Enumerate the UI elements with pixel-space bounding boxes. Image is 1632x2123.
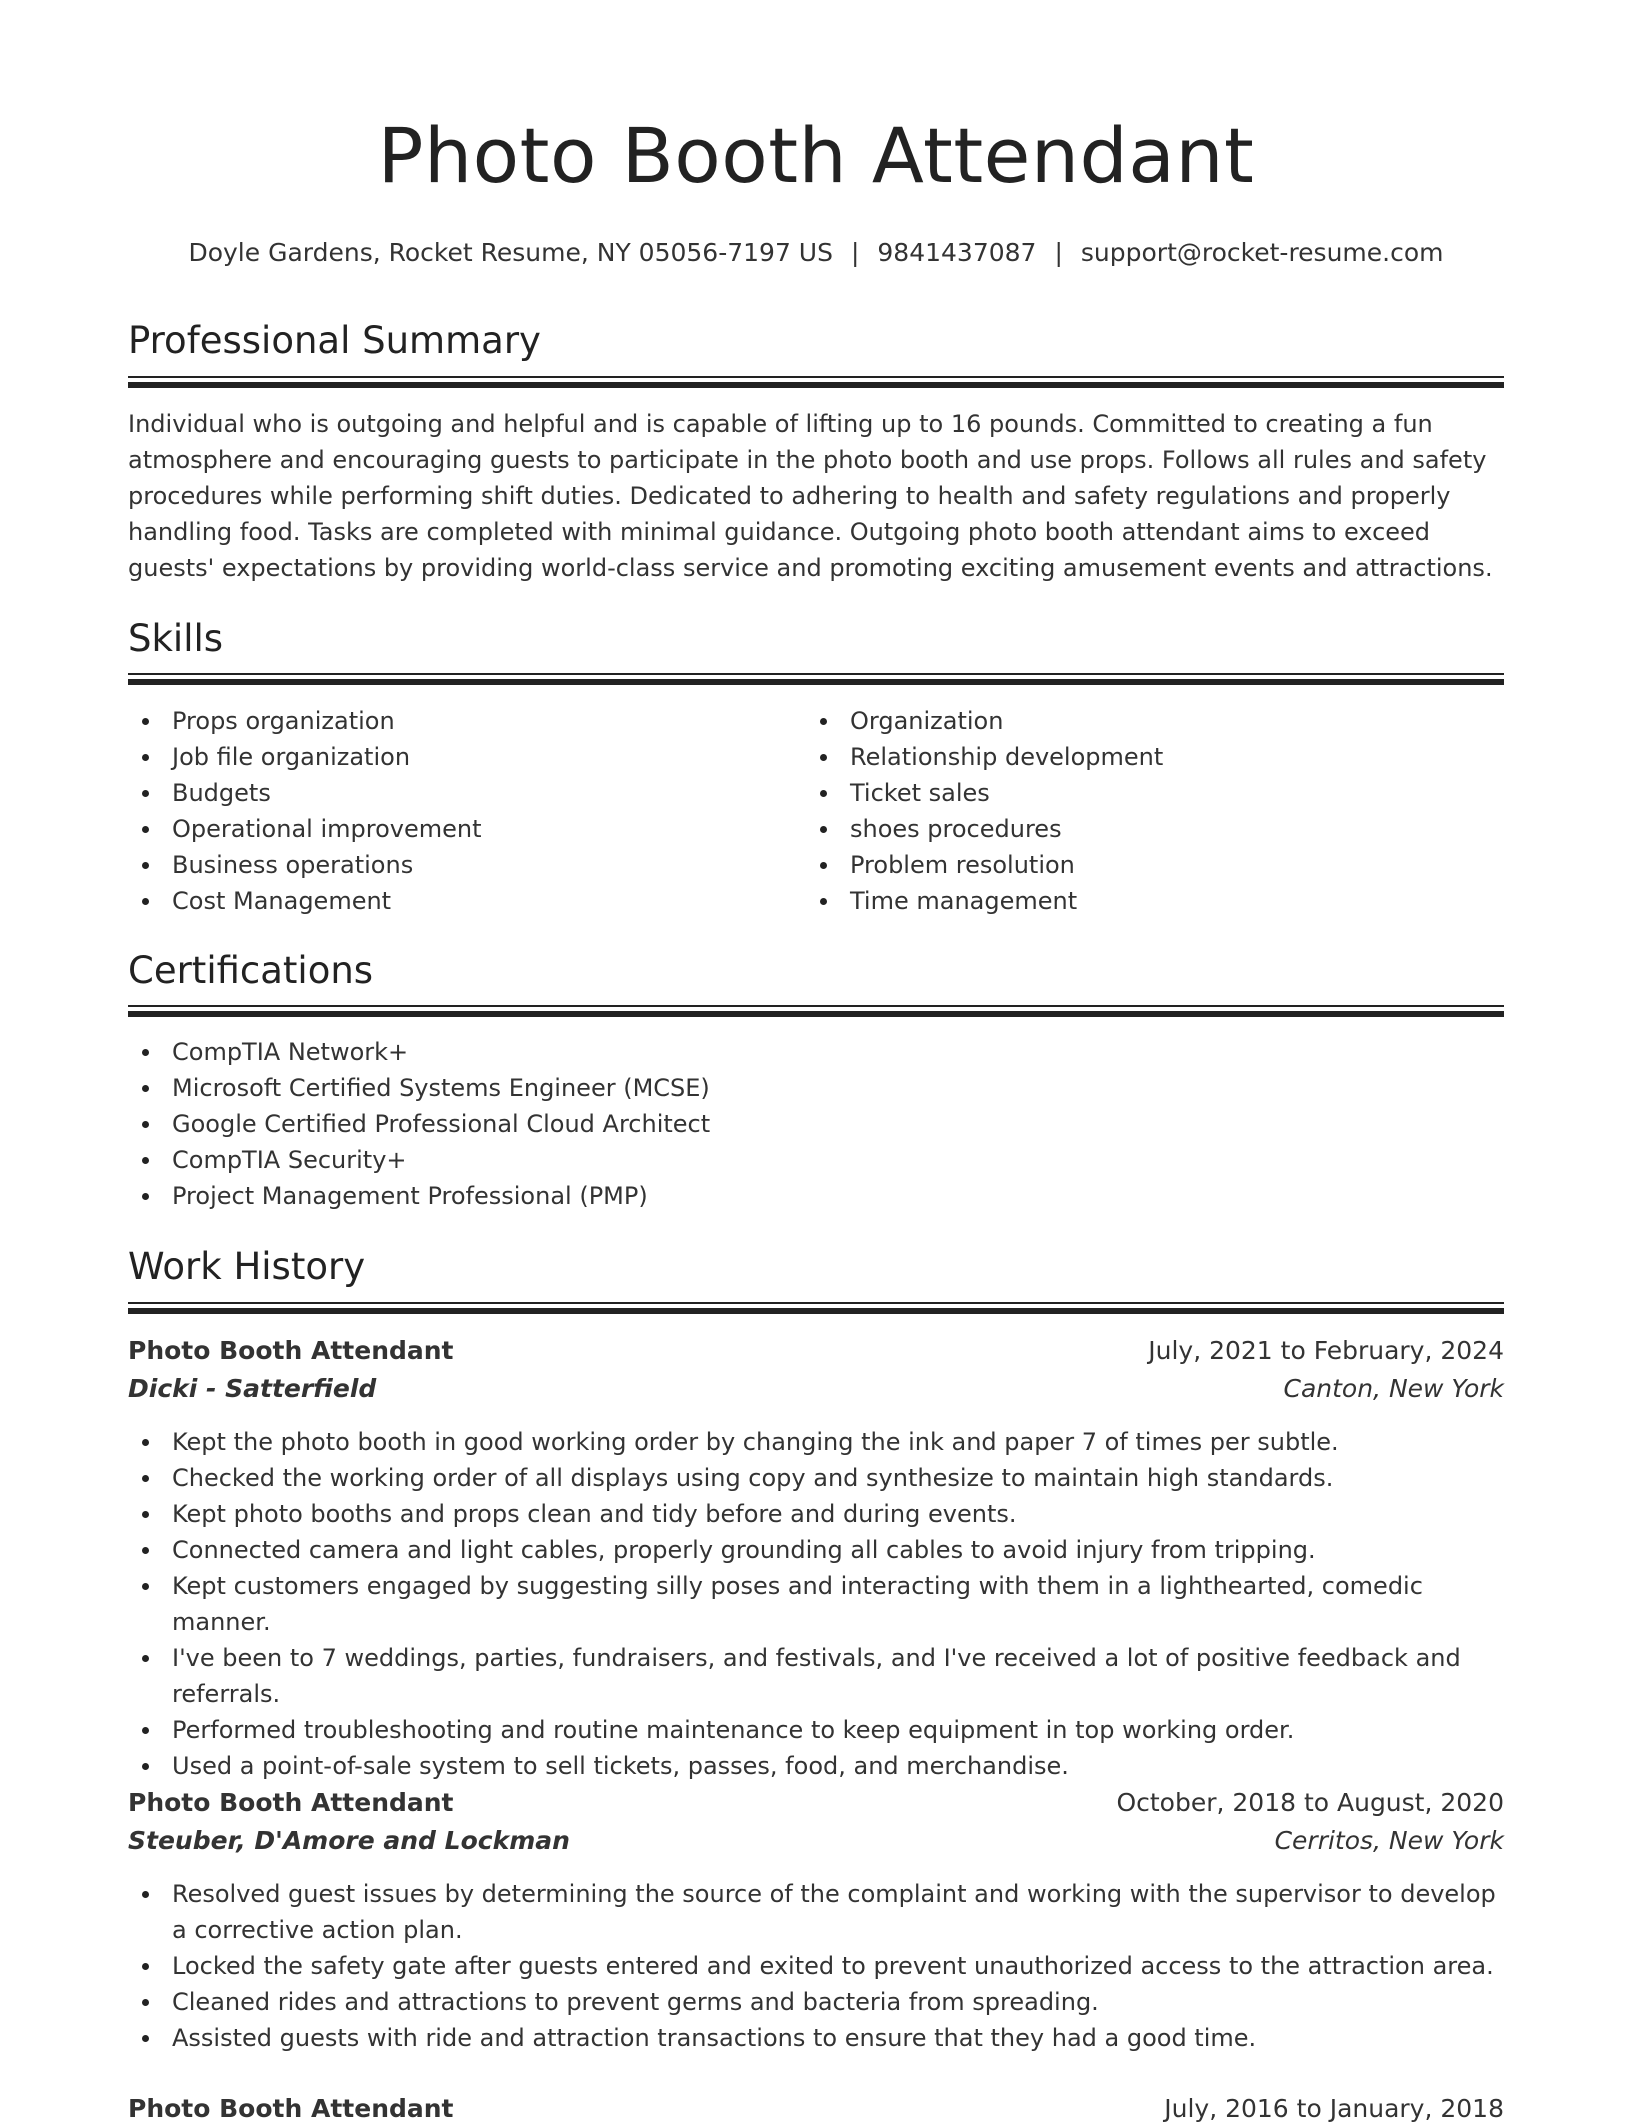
job-title: Photo Booth Attendant (128, 2094, 454, 2123)
certification-item: CompTIA Network+ (128, 1034, 1504, 1070)
certifications-heading: Certifications (128, 949, 374, 992)
skill-item: Cost Management (128, 883, 788, 919)
job-duty: Kept the photo booth in good working order by changing the ink and paper 7 of times per subtle. (128, 1424, 1504, 1460)
job-duty: Kept customers engaged by suggesting silly poses and interacting with them in a lighthearted, comedic manner. (128, 1568, 1504, 1640)
skill-item: Ticket sales (806, 775, 1466, 811)
job-dates: July, 2021 to February, 2024 (1148, 1336, 1504, 1365)
resume-page (128, 0, 1504, 2123)
job-duty: Cleaned rides and attractions to prevent germs and bacteria from spreading. (128, 1984, 1504, 2020)
job-duties-list (128, 1424, 1504, 1784)
job-duty: Used a point-of-sale system to sell tickets, passes, food, and merchandise. (128, 1748, 1504, 1784)
job-location: Cerritos, New York (1274, 1826, 1504, 1855)
skill-item: Organization (806, 703, 1466, 739)
job-title: Photo Booth Attendant (128, 1788, 454, 1817)
skills-list-right (806, 703, 1466, 919)
contact-separator: | (850, 238, 860, 267)
job-duty: Locked the safety gate after guests entered and exited to prevent unauthorized access to the attraction area. (128, 1948, 1504, 1984)
skill-item: Problem resolution (806, 847, 1466, 883)
certifications-list (128, 1034, 1504, 1214)
skill-item: Time management (806, 883, 1466, 919)
job-location: Canton, New York (1283, 1374, 1504, 1403)
job-duty: I've been to 7 weddings, parties, fundraisers, and festivals, and I've received a lot of positive feedback and referrals. (128, 1640, 1504, 1712)
summary-text: Individual who is outgoing and helpful and is capable of lifting up to 16 pounds. Committed to creating a fun atmosphere and encouraging guests to participate in the photo booth and use props. Follows all rules and safety procedures while performing shift duties. Dedicated to adhering to health and safety regulations and properly handling food. Tasks are completed with minimal guidance. Outgoing photo booth attendant aims to exceed guests' expectations by providing world-class service and promoting exciting amusement events and attractions. (128, 410, 1493, 582)
skill-item: Business operations (128, 847, 788, 883)
skill-item: Budgets (128, 775, 788, 811)
job-duty: Connected camera and light cables, properly grounding all cables to avoid injury from tripping. (128, 1532, 1504, 1568)
job-dates: October, 2018 to August, 2020 (1116, 1788, 1504, 1817)
job-title: Photo Booth Attendant (128, 1336, 454, 1365)
contact-address: Doyle Gardens, Rocket Resume, NY 05056-7197 US (188, 238, 833, 267)
job-duty: Kept photo booths and props clean and tidy before and during events. (128, 1496, 1504, 1532)
job-company: Steuber, D'Amore and Lockman (128, 1826, 570, 1855)
skill-item: Relationship development (806, 739, 1466, 775)
job-duties-list (128, 1876, 1504, 2056)
job-dates: July, 2016 to January, 2018 (1164, 2094, 1504, 2123)
work-history-heading: Work History (128, 1245, 366, 1288)
skill-item: Props organization (128, 703, 788, 739)
section-divider (128, 673, 1504, 685)
contact-separator: | (1054, 238, 1063, 267)
skills-heading: Skills (128, 617, 224, 660)
section-divider (128, 1005, 1504, 1017)
skill-item: Job file organization (128, 739, 788, 775)
contact-line (128, 240, 1504, 265)
section-divider (128, 376, 1504, 388)
skill-item: Operational improvement (128, 811, 788, 847)
section-divider (128, 1302, 1504, 1314)
job-duty: Assisted guests with ride and attraction transactions to ensure that they had a good time. (128, 2020, 1504, 2056)
job-duty: Checked the working order of all displays using copy and synthesize to maintain high standards. (128, 1460, 1504, 1496)
contact-email: support@rocket-resume.com (1080, 238, 1444, 267)
resume-title: Photo Booth Attendant (377, 111, 1255, 200)
summary-heading: Professional Summary (128, 319, 541, 362)
certification-item: Project Management Professional (PMP) (128, 1178, 1504, 1214)
job-duty: Resolved guest issues by determining the source of the complaint and working with the supervisor to develop a corrective action plan. (128, 1876, 1504, 1948)
skill-item: shoes procedures (806, 811, 1466, 847)
skills-list-left (128, 703, 788, 919)
certification-item: Google Certified Professional Cloud Architect (128, 1106, 1504, 1142)
certification-item: CompTIA Security+ (128, 1142, 1504, 1178)
certification-item: Microsoft Certified Systems Engineer (MCSE) (128, 1070, 1504, 1106)
job-duty: Performed troubleshooting and routine maintenance to keep equipment in top working order. (128, 1712, 1504, 1748)
job-company: Dicki - Satterfield (128, 1374, 377, 1403)
contact-phone: 9841437087 (877, 238, 1037, 267)
